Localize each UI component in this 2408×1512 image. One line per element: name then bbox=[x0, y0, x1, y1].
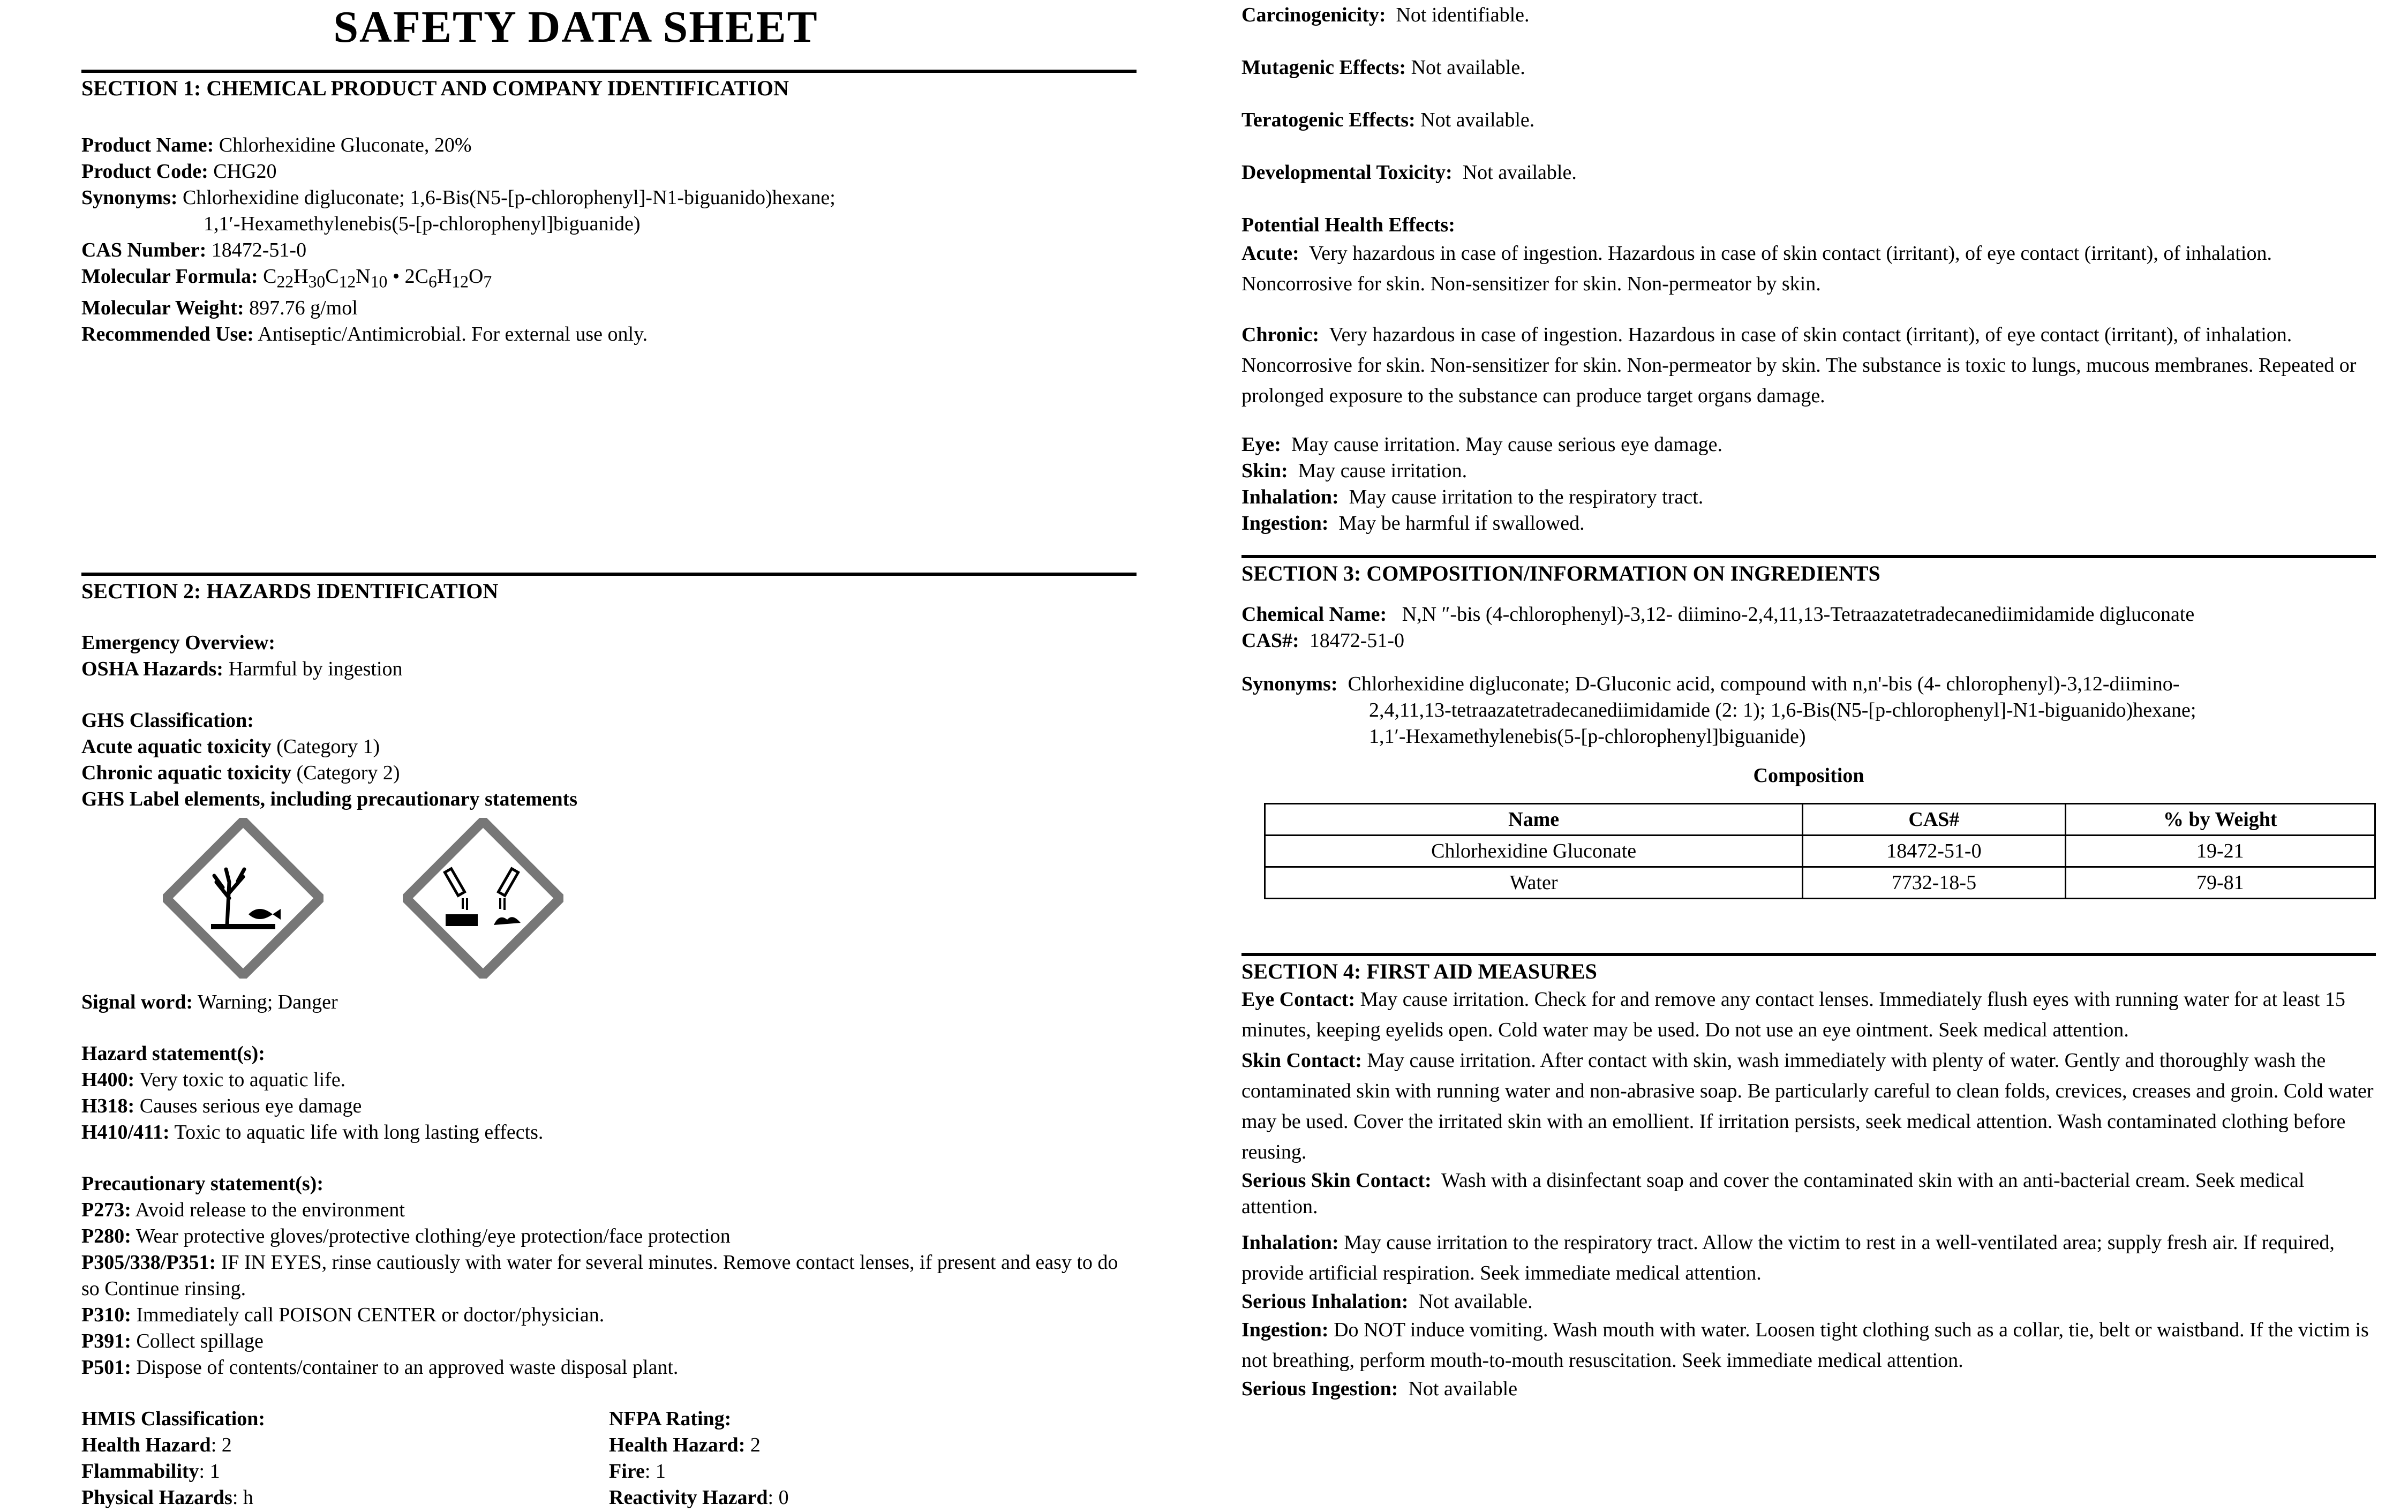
inhalation-aid-text: May cause irritation to the respiratory tract. Allow the victim to rest in a well-ventilated area; supply fresh air. If required, provide artificial respiration. Seek immediate medical attention. bbox=[1241, 1231, 2335, 1284]
teratogenic-row bbox=[1241, 107, 2376, 133]
left-column bbox=[81, 70, 1137, 1511]
eye-contact-label: Eye Contact: bbox=[1241, 988, 1356, 1011]
emergency-overview: Emergency Overview: bbox=[81, 631, 275, 654]
precautionary-code: P305/338/P351: bbox=[81, 1251, 216, 1274]
carcinogenicity-row bbox=[1241, 2, 2376, 28]
table-cell: 18472-51-0 bbox=[1803, 836, 2065, 867]
hazard-statement bbox=[81, 1093, 1137, 1119]
formula-label: Molecular Formula: bbox=[81, 265, 258, 288]
product-name: Chlorhexidine Gluconate, 20% bbox=[219, 134, 472, 156]
eye-effects-label: Eye: bbox=[1241, 433, 1281, 456]
nfpa-rating bbox=[609, 1406, 1137, 1511]
inhalation-aid bbox=[1241, 1228, 2376, 1289]
chemical-name-row bbox=[1241, 601, 2376, 628]
eye-effects bbox=[1241, 432, 2376, 458]
hazard-code: H410/411: bbox=[81, 1120, 170, 1144]
nfpa-title: NFPA Rating: bbox=[609, 1407, 732, 1430]
right-column bbox=[1241, 2, 2376, 1402]
product-code: CHG20 bbox=[213, 160, 277, 183]
chronic-row bbox=[81, 760, 1137, 786]
column-header: CAS# bbox=[1803, 804, 2065, 836]
hazard-statement bbox=[81, 1067, 1137, 1093]
serious-inhalation bbox=[1241, 1289, 2376, 1315]
hazard-text: Very toxic to aquatic life. bbox=[139, 1068, 346, 1091]
hazard-code: H400: bbox=[81, 1068, 135, 1091]
cas-label-s3: CAS#: bbox=[1241, 629, 1299, 652]
hmis-health-row bbox=[81, 1432, 609, 1458]
section2-heading: SECTION 2: HAZARDS IDENTIFICATION bbox=[81, 573, 1137, 604]
weight-row bbox=[81, 295, 1137, 321]
signal-word: Warning; Danger bbox=[197, 990, 338, 1013]
hmis-flammability-value: : 1 bbox=[199, 1460, 220, 1483]
table-cell: Water bbox=[1265, 867, 1803, 899]
hmis-physical-value: : h bbox=[232, 1486, 253, 1509]
teratogenic-label: Teratogenic Effects: bbox=[1241, 109, 1416, 131]
ghs-classification: GHS Classification: bbox=[81, 709, 254, 732]
synonyms-row-s3 bbox=[1241, 671, 2376, 697]
synonyms-line1: Chlorhexidine digluconate; 1,6-Bis(N5-[p-chlorophenyl]-N1-biguanido)hexane; bbox=[183, 186, 836, 209]
mutagenic-value: Not available. bbox=[1411, 56, 1525, 79]
precautionary-code: P501: bbox=[81, 1356, 131, 1379]
weight-label: Molecular Weight: bbox=[81, 296, 244, 319]
acute-category: (Category 1) bbox=[276, 735, 380, 758]
section1-heading: SECTION 1: CHEMICAL PRODUCT AND COMPANY IDENTIFICATION bbox=[81, 70, 1137, 101]
synonyms-label-s3: Synonyms: bbox=[1241, 673, 1338, 695]
hmis-title: HMIS Classification: bbox=[81, 1407, 266, 1430]
precautionary-text: Wear protective gloves/protective clothing/eye protection/face protection bbox=[136, 1224, 731, 1247]
skin-contact-text: May cause irritation. After contact with skin, wash immediately with plenty of water. Gently and thoroughly wash the contaminated skin with running water and non-abrasive soap. Be particularly careful to clean folds, crevices, creases and groin. Cold water may be used. Cover the irritated skin with an emollient. If irritation persists, seek medical attention. Wash contaminated clothing before reusing. bbox=[1241, 1049, 2374, 1163]
cas-label: CAS Number: bbox=[81, 239, 207, 261]
section3-heading: SECTION 3: COMPOSITION/INFORMATION ON INGREDIENTS bbox=[1241, 555, 2376, 586]
mutagenic-label: Mutagenic Effects: bbox=[1241, 56, 1406, 79]
cas-value-s3: 18472-51-0 bbox=[1309, 629, 1404, 652]
carcinogenicity-label: Carcinogenicity: bbox=[1241, 4, 1386, 26]
mutagenic-row bbox=[1241, 55, 2376, 81]
ingestion-effects bbox=[1241, 510, 2376, 537]
hazard-code: H318: bbox=[81, 1094, 135, 1117]
serious-skin-text: Wash with a disinfectant soap and cover the contaminated skin with an anti-bacterial cream. Seek medical attention. bbox=[1241, 1169, 2305, 1218]
osha-label: OSHA Hazards: bbox=[81, 657, 223, 680]
osha-row bbox=[81, 656, 1137, 682]
nfpa-fire-value: : 1 bbox=[644, 1460, 666, 1483]
precautionary-text: Collect spillage bbox=[136, 1329, 264, 1352]
acute-effects-text: Very hazardous in case of ingestion. Hazardous in case of skin contact (irritant), of eye contact (irritant), of inhalation. Noncorrosive for skin. Non-sensitizer for skin. Non-permeator by skin. bbox=[1241, 242, 2272, 295]
synonyms-line3-s3: 1,1′-Hexamethylenebis(5-[p-chlorophenyl]biguanide) bbox=[1369, 725, 1806, 748]
inhalation-aid-label: Inhalation: bbox=[1241, 1231, 1339, 1254]
table-cell: 79-81 bbox=[2065, 867, 2375, 899]
skin-contact-label: Skin Contact: bbox=[1241, 1049, 1362, 1072]
osha-hazards: Harmful by ingestion bbox=[228, 657, 403, 680]
table-row bbox=[1265, 867, 2375, 899]
precautionary-statement bbox=[81, 1197, 1137, 1223]
synonyms-label: Synonyms: bbox=[81, 186, 178, 209]
cas-row-s3 bbox=[1241, 628, 2376, 654]
product-code-label: Product Code: bbox=[81, 160, 208, 183]
precautionary-code: P310: bbox=[81, 1303, 131, 1326]
acute-effects-label: Acute: bbox=[1241, 242, 1299, 265]
column-header: % by Weight bbox=[2065, 804, 2375, 836]
inhalation-effects-label: Inhalation: bbox=[1241, 486, 1339, 508]
nfpa-reactivity-label: Reactivity Hazard bbox=[609, 1486, 768, 1509]
skin-effects bbox=[1241, 458, 2376, 484]
precautionary-code: P280: bbox=[81, 1224, 131, 1247]
ingestion-effects-label: Ingestion: bbox=[1241, 512, 1329, 535]
table-row bbox=[1265, 836, 2375, 867]
serious-inhalation-label: Serious Inhalation: bbox=[1241, 1290, 1409, 1313]
page-title: SAFETY DATA SHEET bbox=[333, 2, 818, 52]
table-cell: 7732-18-5 bbox=[1803, 867, 2065, 899]
hmis-health-label: Health Hazard bbox=[81, 1433, 211, 1456]
serious-ingestion bbox=[1241, 1376, 2376, 1402]
corrosion-pictogram-icon bbox=[403, 818, 563, 979]
precautionary-statement bbox=[81, 1328, 1137, 1355]
developmental-label: Developmental Toxicity: bbox=[1241, 161, 1453, 184]
composition-title: Composition bbox=[1753, 764, 1864, 787]
ratings-block bbox=[81, 1406, 1137, 1511]
hmis-physical-row bbox=[81, 1485, 609, 1511]
carcinogenicity-value: Not identifiable. bbox=[1396, 4, 1530, 26]
product-name-label: Product Name: bbox=[81, 134, 214, 156]
precautionary-code: P273: bbox=[81, 1198, 131, 1221]
synonyms-row bbox=[81, 185, 1137, 211]
precautionary-text: Dispose of contents/container to an approved waste disposal plant. bbox=[136, 1356, 679, 1379]
ingestion-aid bbox=[1241, 1315, 2376, 1376]
molecular-formula: $C_{22}H_{30}C_{12}N_{10}$ • $2C_6H_{12}O_7$ bbox=[263, 265, 492, 291]
developmental-value: Not available. bbox=[1462, 161, 1577, 184]
cas-row bbox=[81, 237, 1137, 264]
hmis-flammability-label: Flammability bbox=[81, 1460, 199, 1483]
composition-table bbox=[1264, 803, 2376, 899]
chronic-effects-text: Very hazardous in case of ingestion. Hazardous in case of skin contact (irritant), of eye contact (irritant), of inhalation. Noncorrosive for skin. Non-sensitizer for skin. Non-permeator by skin. The substance is toxic to lungs, mucous membranes. Repeated or prolonged exposure to the substance can produce target organs damage. bbox=[1241, 324, 2357, 407]
synonyms-line2-s3: 2,4,11,13-tetraazatetradecanediimidamide (2: 1); 1,6-Bis(N5-[p-chlorophenyl]-N1-biguanido)hexane; bbox=[1369, 699, 2196, 721]
acute-label: Acute aquatic toxicity bbox=[81, 735, 272, 758]
precautionary-code: P391: bbox=[81, 1329, 131, 1352]
hazard-text: Causes serious eye damage bbox=[139, 1094, 362, 1117]
hmis-health-value: : 2 bbox=[210, 1433, 232, 1456]
precautionary-text: Immediately call POISON CENTER or doctor/physician. bbox=[136, 1303, 605, 1326]
hmis-classification bbox=[81, 1406, 609, 1511]
serious-ingestion-text: Not available bbox=[1408, 1378, 1518, 1400]
nfpa-reactivity-row bbox=[609, 1485, 1137, 1511]
potential-health-label: Potential Health Effects: bbox=[1241, 214, 1455, 236]
nfpa-fire-row bbox=[609, 1458, 1137, 1485]
column-header: Name bbox=[1265, 804, 1803, 836]
recommended-use: Antiseptic/Antimicrobial. For external use only. bbox=[258, 322, 648, 345]
hazard-statement bbox=[81, 1119, 1137, 1146]
precautionary-statement bbox=[81, 1302, 1137, 1328]
ingestion-aid-label: Ingestion: bbox=[1241, 1319, 1329, 1341]
nfpa-health-row bbox=[609, 1432, 1137, 1458]
inhalation-effects bbox=[1241, 484, 2376, 510]
serious-skin-contact bbox=[1241, 1168, 2376, 1220]
precautionary-text: IF IN EYES, rinse cautiously with water for several minutes. Remove contact lenses, if present and easy to do so Continue rinsing. bbox=[81, 1251, 1118, 1300]
skin-effects-text: May cause irritation. bbox=[1298, 460, 1468, 482]
eye-effects-text: May cause irritation. May cause serious eye damage. bbox=[1291, 433, 1722, 456]
nfpa-health-label: Health Hazard: bbox=[609, 1433, 746, 1456]
label-elements: GHS Label elements, including precautionary statements bbox=[81, 787, 578, 810]
eye-contact bbox=[1241, 984, 2376, 1045]
table-header-row bbox=[1265, 804, 2375, 836]
inhalation-effects-text: May cause irritation to the respiratory tract. bbox=[1349, 486, 1704, 508]
precautionary-label: Precautionary statement(s): bbox=[81, 1172, 323, 1195]
cas-number: 18472-51-0 bbox=[211, 239, 307, 261]
formula-row bbox=[81, 264, 1137, 295]
molecular-weight: 897.76 g/mol bbox=[249, 296, 358, 319]
serious-skin-label: Serious Skin Contact: bbox=[1241, 1169, 1432, 1192]
skin-contact bbox=[1241, 1045, 2376, 1168]
nfpa-reactivity-value: : 0 bbox=[767, 1486, 789, 1509]
ghs-pictograms bbox=[81, 818, 1137, 989]
use-row bbox=[81, 321, 1137, 348]
synonyms-line2: 1,1′-Hexamethylenebis(5-[p-chlorophenyl]biguanide) bbox=[204, 213, 641, 235]
acute-effects bbox=[1241, 238, 2376, 299]
nfpa-health-value: 2 bbox=[750, 1433, 761, 1456]
developmental-row bbox=[1241, 160, 2376, 186]
signal-label: Signal word: bbox=[81, 990, 193, 1013]
product-code-row bbox=[81, 159, 1137, 185]
hazard-text: Toxic to aquatic life with long lasting effects. bbox=[174, 1120, 544, 1144]
hmis-flammability-row bbox=[81, 1458, 609, 1485]
precautionary-statement bbox=[81, 1355, 1137, 1381]
chronic-effects bbox=[1241, 320, 2376, 411]
product-name-row bbox=[81, 132, 1137, 159]
signal-row bbox=[81, 989, 1137, 1015]
chemical-name: N,N ″-bis (4-chlorophenyl)-3,12- diimino-2,4,11,13-Tetraazatetradecanediimidamide digluconate bbox=[1402, 603, 2195, 626]
table-cell: Chlorhexidine Gluconate bbox=[1265, 836, 1803, 867]
table-cell: 19-21 bbox=[2065, 836, 2375, 867]
environment-pictogram-icon bbox=[163, 818, 323, 979]
chronic-category: (Category 2) bbox=[296, 761, 400, 784]
hmis-physical-label: Physical Hazards bbox=[81, 1486, 232, 1509]
precautionary-statement bbox=[81, 1223, 1137, 1250]
precautionary-text: Avoid release to the environment bbox=[135, 1198, 405, 1221]
hazard-statements-label: Hazard statement(s): bbox=[81, 1042, 265, 1065]
teratogenic-value: Not available. bbox=[1420, 109, 1535, 131]
ingestion-effects-text: May be harmful if swallowed. bbox=[1338, 512, 1585, 535]
serious-ingestion-label: Serious Ingestion: bbox=[1241, 1378, 1398, 1400]
chronic-effects-label: Chronic: bbox=[1241, 324, 1319, 346]
use-label: Recommended Use: bbox=[81, 322, 254, 345]
serious-inhalation-text: Not available. bbox=[1418, 1290, 1533, 1313]
skin-effects-label: Skin: bbox=[1241, 460, 1288, 482]
synonyms-line1-s3: Chlorhexidine digluconate; D-Gluconic acid, compound with n,n'-bis (4- chlorophenyl)-3,12-diimino- bbox=[1348, 673, 2180, 695]
ingestion-aid-text: Do NOT induce vomiting. Wash mouth with water. Loosen tight clothing such as a collar, tie, belt or waistband. If the victim is not breathing, perform mouth-to-mouth resuscitation. Seek immediate medical attention. bbox=[1241, 1319, 2369, 1372]
section4-heading: SECTION 4: FIRST AID MEASURES bbox=[1241, 953, 2376, 984]
precautionary-statement bbox=[81, 1250, 1137, 1302]
eye-contact-text: May cause irritation. Check for and remove any contact lenses. Immediately flush eyes with running water for at least 15 minutes, keeping eyelids open. Cold water may be used. Do not use an eye ointment. Seek medical attention. bbox=[1241, 988, 2345, 1041]
nfpa-fire-label: Fire bbox=[609, 1460, 645, 1483]
acute-row bbox=[81, 734, 1137, 760]
chronic-label: Chronic aquatic toxicity bbox=[81, 761, 291, 784]
chemical-name-label: Chemical Name: bbox=[1241, 603, 1387, 626]
